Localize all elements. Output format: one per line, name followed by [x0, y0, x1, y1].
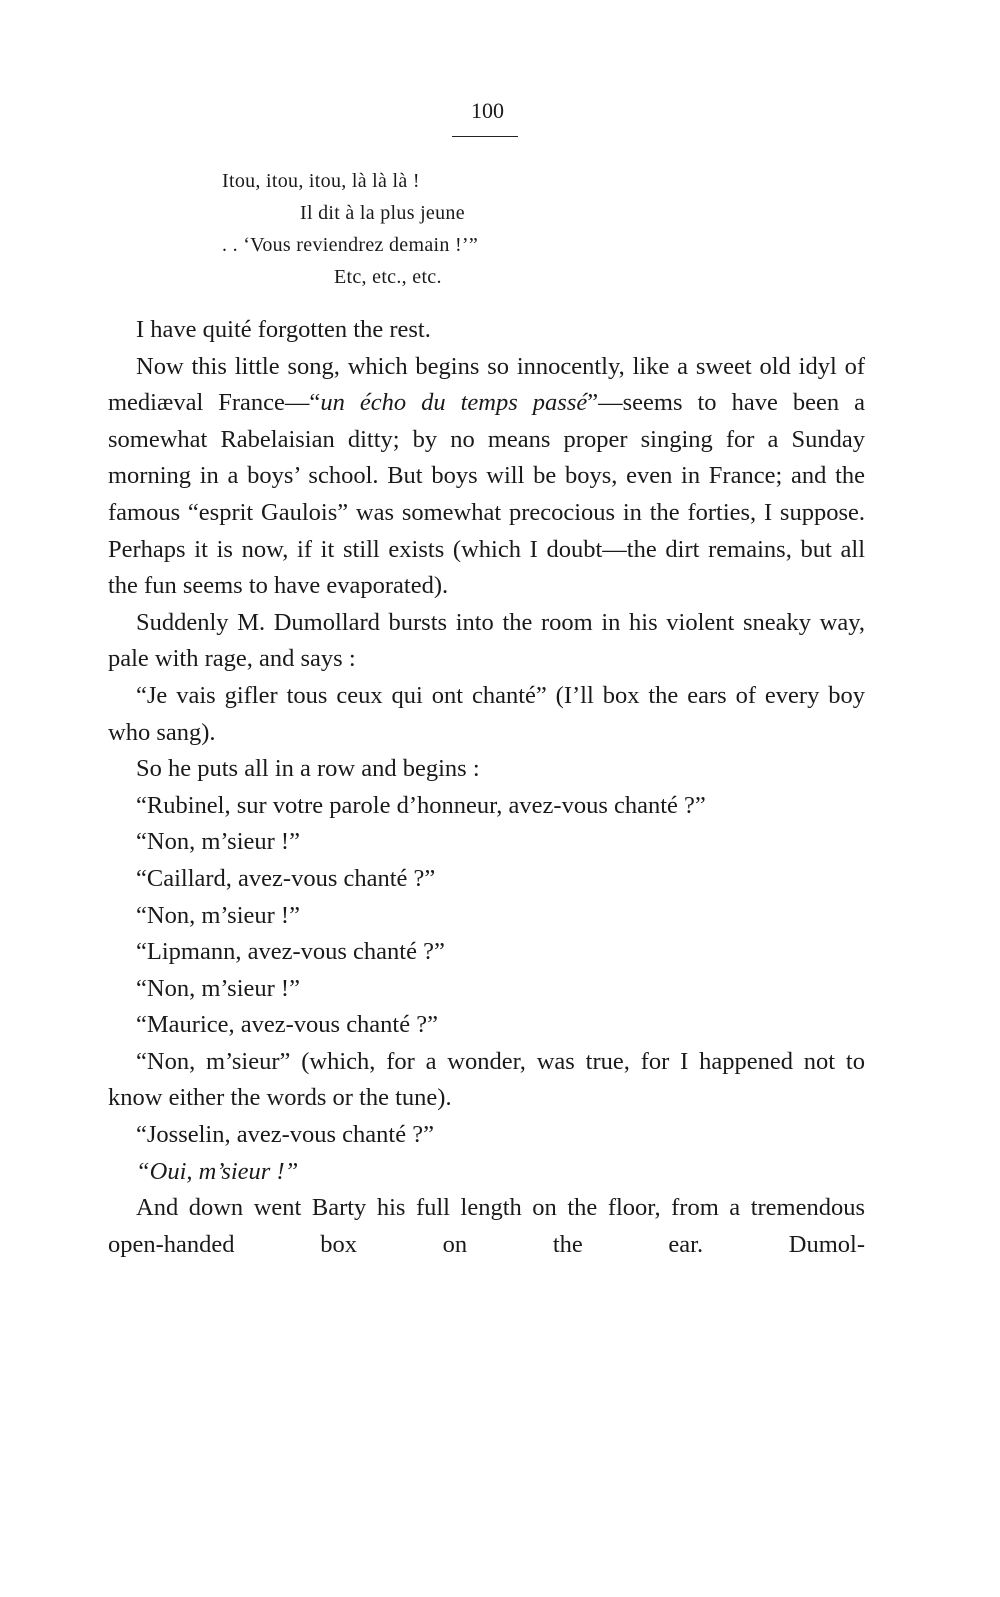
- dialogue-line: “Non, m’sieur !”: [136, 901, 300, 929]
- dialogue-line: “Oui, m’sieur !”: [136, 1157, 299, 1185]
- paragraph-dumollard-enters: Suddenly M. Dumollard bursts into the room in his violent sneaky way, pale with rage, and says :: [108, 608, 865, 673]
- dialogue-line: “Non, m’sieur !”: [136, 828, 300, 856]
- body-text: [108, 312, 865, 1263]
- verse-line: Itou, itou, itou, là là là !: [222, 170, 420, 192]
- paragraph-row: So he puts all in a row and begins :: [136, 755, 480, 783]
- paragraph-song-commentary: [108, 349, 865, 605]
- dialogue-line: “Non, m’sieur” (which, for a wonder, was true, for I happened not to know either the words or the tune).: [108, 1047, 865, 1112]
- page-number-rule: [452, 136, 518, 137]
- paragraph-box-on-ear: And down went Barty his full length on the floor, from a tremendous open-handed box on the ear. Dumol-: [108, 1194, 865, 1258]
- dialogue-line: “Non, m’sieur !”: [136, 974, 300, 1002]
- verse-line: Etc, etc., etc.: [334, 266, 442, 288]
- paragraph-threat: “Je vais gifler tous ceux qui ont chanté” (I’ll box the ears of every boy who sang).: [108, 681, 865, 746]
- page-number: 100: [471, 98, 504, 123]
- dialogue-line: “Rubinel, sur votre parole d’honneur, avez-vous chanté ?”: [136, 791, 706, 819]
- verse-line: . . ‘Vous reviendrez demain !’”: [222, 234, 479, 256]
- dialogue-line: “Lipmann, avez-vous chanté ?”: [136, 938, 445, 966]
- verse-line: Il dit à la plus jeune: [300, 202, 465, 224]
- paragraph-text: ”—seems to have been a somewhat Rabelaisian ditty; by no means proper singing for a Sunday morning in a boys’ school. But boys will be boys, even in France; and the famous “esprit Gaulois” was somewhat precocious in the forties, I suppose. Perhaps it is now, if it still exists (which I doubt—the dirt remains, but all the fun seems to have evaporated).: [108, 389, 865, 600]
- paragraph-text: Now this little song, which begins so innocently, like a sweet old idyl of mediæval France—“: [108, 352, 865, 417]
- dialogue-line: “Maurice, avez-vous chanté ?”: [136, 1011, 438, 1039]
- dialogue-line: “Josselin, avez-vous chanté ?”: [136, 1121, 434, 1149]
- italic-phrase: un écho du temps passé: [320, 389, 588, 417]
- dialogue-line: “Caillard, avez-vous chanté ?”: [136, 864, 436, 892]
- paragraph-forgotten: I have quité forgotten the rest.: [136, 316, 431, 343]
